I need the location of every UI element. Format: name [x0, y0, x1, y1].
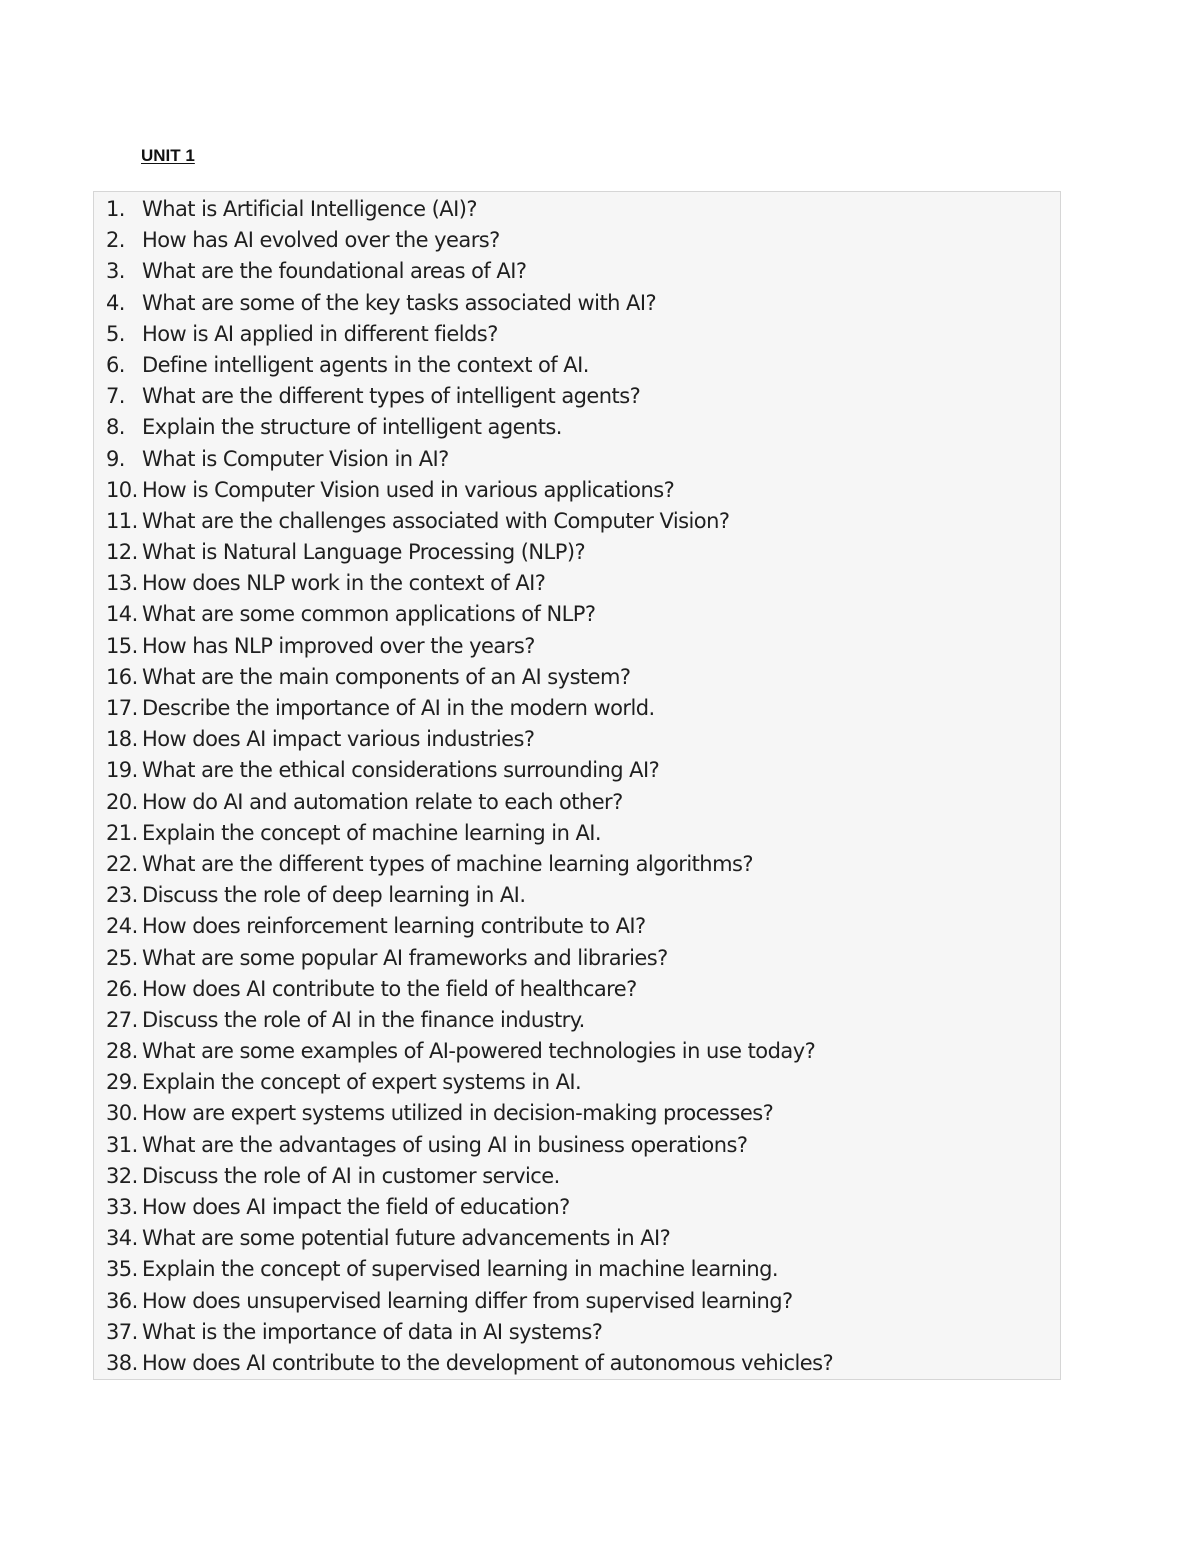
question-text: How does reinforcement learning contribute to AI? [142, 914, 646, 939]
question-item [94, 818, 1060, 849]
question-number: 14. [106, 602, 138, 627]
question-text: What is Natural Language Processing (NLP)? [142, 540, 586, 565]
question-number: 3. [106, 259, 125, 284]
question-item [94, 1286, 1060, 1317]
question-item [94, 506, 1060, 537]
question-number: 16. [106, 664, 138, 689]
question-item [94, 1130, 1060, 1161]
question-item [94, 1067, 1060, 1098]
question-item [94, 849, 1060, 880]
question-number: 17. [106, 696, 138, 720]
question-number: 4. [106, 290, 125, 315]
question-text: Explain the concept of supervised learning in machine learning. [142, 1257, 779, 1282]
question-number: 33. [106, 1195, 138, 1219]
question-number: 35. [106, 1257, 138, 1282]
question-text: How has AI evolved over the years? [142, 228, 500, 253]
question-number: 37. [106, 1319, 138, 1344]
question-number: 20. [106, 789, 138, 814]
question-number: 38. [106, 1350, 138, 1375]
question-text: How does AI contribute to the development of autonomous vehicles? [142, 1350, 834, 1375]
question-list-box [93, 191, 1061, 1380]
unit-heading: UNIT 1 [141, 146, 195, 165]
question-item [94, 475, 1060, 506]
question-text: How does AI impact various industries? [142, 727, 535, 752]
question-text: What are some popular AI frameworks and libraries? [142, 945, 668, 970]
question-number: 7. [106, 384, 125, 409]
question-number: 15. [106, 633, 138, 658]
question-text: Explain the concept of expert systems in AI. [142, 1070, 582, 1095]
question-number: 31. [106, 1132, 138, 1157]
question-item [94, 1192, 1060, 1223]
question-item [94, 350, 1060, 381]
question-item [94, 911, 1060, 942]
question-text: What are some of the key tasks associated with AI? [142, 290, 657, 315]
question-number: 28. [106, 1039, 138, 1064]
question-number: 2. [106, 228, 125, 253]
question-number: 32. [106, 1163, 138, 1188]
question-item [94, 288, 1060, 319]
question-item [94, 943, 1060, 974]
question-number: 34. [106, 1226, 138, 1251]
question-item [94, 1223, 1060, 1254]
question-number: 24. [106, 914, 138, 939]
question-item [94, 319, 1060, 350]
question-number: 1. [106, 197, 125, 221]
question-text: Discuss the role of AI in customer service. [142, 1163, 560, 1188]
question-text: How is AI applied in different fields? [142, 321, 498, 346]
question-item [94, 225, 1060, 256]
question-text: Discuss the role of AI in the finance industry. [142, 1007, 585, 1032]
question-text: How does AI contribute to the field of healthcare? [142, 976, 637, 1001]
question-number: 23. [106, 883, 138, 908]
question-text: What are some potential future advancements in AI? [142, 1226, 671, 1251]
question-item [94, 1254, 1060, 1285]
question-number: 8. [106, 415, 125, 440]
question-text: What are the advantages of using AI in business operations? [142, 1132, 748, 1157]
question-item [94, 693, 1060, 724]
question-item [94, 974, 1060, 1005]
question-text: What are some common applications of NLP? [142, 602, 596, 627]
question-text: What are some examples of AI-powered technologies in use today? [142, 1039, 816, 1064]
question-item [94, 412, 1060, 443]
question-text: How does unsupervised learning differ from supervised learning? [142, 1288, 793, 1313]
question-item [94, 1348, 1060, 1379]
question-item [94, 1036, 1060, 1067]
question-number: 22. [106, 851, 138, 876]
question-number: 6. [106, 352, 125, 377]
question-item [94, 568, 1060, 599]
question-number: 19. [106, 758, 138, 783]
question-text: Discuss the role of deep learning in AI. [142, 883, 526, 908]
question-text: How has NLP improved over the years? [142, 633, 535, 658]
question-number: 27. [106, 1007, 138, 1032]
question-number: 18. [106, 727, 138, 752]
question-item [94, 1005, 1060, 1036]
question-item [94, 755, 1060, 786]
question-item [94, 599, 1060, 630]
question-text: What is the importance of data in AI systems? [142, 1319, 603, 1344]
question-number: 29. [106, 1070, 138, 1095]
question-text: Describe the importance of AI in the modern world. [142, 696, 655, 720]
question-text: How is Computer Vision used in various applications? [142, 477, 675, 502]
question-item [94, 194, 1060, 225]
question-text: What are the foundational areas of AI? [142, 259, 527, 284]
question-item [94, 256, 1060, 287]
question-text: Explain the structure of intelligent agents. [142, 415, 562, 440]
question-text: What are the challenges associated with Computer Vision? [142, 508, 730, 533]
question-number: 12. [106, 540, 138, 565]
question-text: How do AI and automation relate to each other? [142, 789, 623, 814]
question-item [94, 662, 1060, 693]
question-number: 5. [106, 321, 125, 346]
question-item [94, 537, 1060, 568]
question-number: 25. [106, 945, 138, 970]
question-item [94, 1317, 1060, 1348]
question-item [94, 631, 1060, 662]
question-text: How does NLP work in the context of AI? [142, 571, 546, 596]
question-number: 21. [106, 820, 138, 845]
question-text: Define intelligent agents in the context of AI. [142, 352, 589, 377]
question-number: 9. [106, 446, 125, 471]
question-list [94, 192, 1060, 1379]
question-number: 36. [106, 1288, 138, 1313]
question-number: 10. [106, 477, 138, 502]
question-item [94, 787, 1060, 818]
question-number: 30. [106, 1101, 138, 1126]
question-number: 13. [106, 571, 138, 596]
question-item [94, 880, 1060, 911]
question-number: 11. [106, 508, 138, 533]
question-text: How are expert systems utilized in decision-making processes? [142, 1101, 774, 1126]
question-item [94, 444, 1060, 475]
question-text: What is Artificial Intelligence (AI)? [142, 197, 477, 221]
question-item [94, 1161, 1060, 1192]
question-text: What are the main components of an AI system? [142, 664, 631, 689]
question-text: How does AI impact the field of education? [142, 1195, 570, 1219]
question-item [94, 381, 1060, 412]
question-text: What are the different types of intelligent agents? [142, 384, 641, 409]
question-item [94, 1098, 1060, 1129]
question-item [94, 724, 1060, 755]
question-text: What is Computer Vision in AI? [142, 446, 449, 471]
question-text: What are the different types of machine learning algorithms? [142, 851, 753, 876]
question-text: What are the ethical considerations surrounding AI? [142, 758, 660, 783]
question-number: 26. [106, 976, 138, 1001]
question-text: Explain the concept of machine learning in AI. [142, 820, 602, 845]
